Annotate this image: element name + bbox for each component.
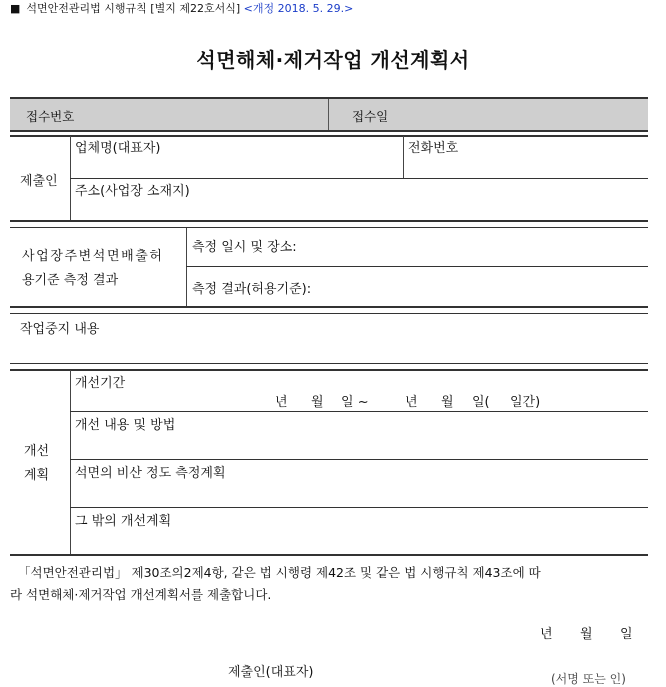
period-year-2: 년 bbox=[405, 395, 418, 410]
period-month-2: 월 bbox=[441, 395, 454, 410]
date-day: 일 bbox=[620, 627, 633, 642]
period-day-1: 일 ~ bbox=[341, 395, 369, 410]
phone-input-area[interactable] bbox=[408, 156, 644, 176]
measurement-bottom-border bbox=[10, 306, 648, 308]
header-bullet: ■ bbox=[10, 2, 21, 15]
address-input-area[interactable] bbox=[76, 198, 644, 218]
improvement-row-divider-3 bbox=[70, 507, 648, 508]
signature-note[interactable]: (서명 또는 인) bbox=[551, 672, 626, 686]
workstop-top-border bbox=[10, 313, 648, 314]
measurement-result-label: 측정 결과(허용기준): bbox=[192, 282, 312, 297]
other-plan-label: 그 밖의 개선계획 bbox=[75, 514, 172, 529]
date-month: 월 bbox=[580, 627, 593, 642]
other-plan-input[interactable] bbox=[76, 528, 644, 552]
phone-label: 전화번호 bbox=[408, 141, 459, 156]
declaration-line-2: 라 석면해체·제거작업 개선계획서를 제출합니다. bbox=[10, 587, 272, 602]
improvement-section-label-1: 개선 bbox=[24, 444, 50, 459]
period-day-2: 일( bbox=[472, 395, 490, 410]
submitter-section-label: 제출인 bbox=[20, 174, 58, 189]
workstop-bottom-border bbox=[10, 363, 648, 364]
page-title: 석면해체·제거작업 개선계획서 bbox=[196, 48, 470, 72]
measurement-datetime-input[interactable] bbox=[320, 234, 644, 258]
improvement-row-divider-1 bbox=[70, 411, 648, 412]
receipt-bar bbox=[10, 97, 648, 132]
workstop-input-area[interactable] bbox=[20, 338, 644, 360]
address-label: 주소(사업장 소재지) bbox=[75, 184, 190, 199]
improvement-content-input[interactable] bbox=[76, 432, 644, 456]
measurement-row-divider bbox=[186, 266, 648, 267]
workstop-label: 작업중지 내용 bbox=[20, 322, 100, 337]
measurement-label-divider bbox=[186, 228, 187, 306]
declaration-line-1: 「석면안전관리법」 제30조의2제4항, 같은 법 시행령 제42조 및 같은 법 시행규칙 제43조에 따 bbox=[18, 565, 541, 580]
improvement-content-label: 개선 내용 및 방법 bbox=[75, 418, 176, 433]
amendment-note: <개정 2018. 5. 29.> bbox=[243, 2, 354, 15]
improvement-row-divider-2 bbox=[70, 459, 648, 460]
measurement-plan-label: 석면의 비산 정도 측정계획 bbox=[75, 466, 226, 481]
date-year: 년 bbox=[540, 627, 553, 642]
receipt-number-label: 접수번호 bbox=[26, 109, 75, 124]
submitter-row-divider bbox=[70, 178, 648, 179]
improvement-top-border bbox=[10, 369, 648, 371]
phone-divider bbox=[403, 136, 404, 178]
submitter-bottom-border bbox=[10, 220, 648, 222]
company-input-area[interactable] bbox=[76, 156, 396, 176]
measurement-top-border bbox=[10, 227, 648, 228]
period-year-1: 년 bbox=[275, 395, 288, 410]
improvement-section-label-2: 계획 bbox=[24, 468, 50, 483]
receipt-divider bbox=[328, 99, 329, 130]
measurement-datetime-label: 측정 일시 및 장소: bbox=[192, 240, 297, 255]
company-label: 업체명(대표자) bbox=[75, 141, 161, 156]
period-month-1: 월 bbox=[311, 395, 324, 410]
form-header bbox=[10, 0, 353, 16]
measurement-section-label-1: 사업장주변석면배출허 bbox=[22, 249, 164, 264]
law-reference: 석면안전관리법 시행규칙 [별지 제22호서식] bbox=[26, 2, 241, 15]
improvement-bottom-border bbox=[10, 554, 648, 556]
measurement-section-label-2: 용기준 측정 결과 bbox=[22, 273, 119, 288]
measurement-result-input[interactable] bbox=[324, 276, 644, 300]
measurement-plan-input[interactable] bbox=[76, 480, 644, 504]
receipt-date-label: 접수일 bbox=[352, 109, 389, 124]
improvement-label-divider bbox=[70, 370, 71, 554]
period-days: 일간) bbox=[510, 395, 541, 410]
period-date-range[interactable] bbox=[270, 391, 560, 409]
period-label: 개선기간 bbox=[75, 376, 126, 391]
signature-submitter-label: 제출인(대표자) bbox=[228, 665, 314, 680]
